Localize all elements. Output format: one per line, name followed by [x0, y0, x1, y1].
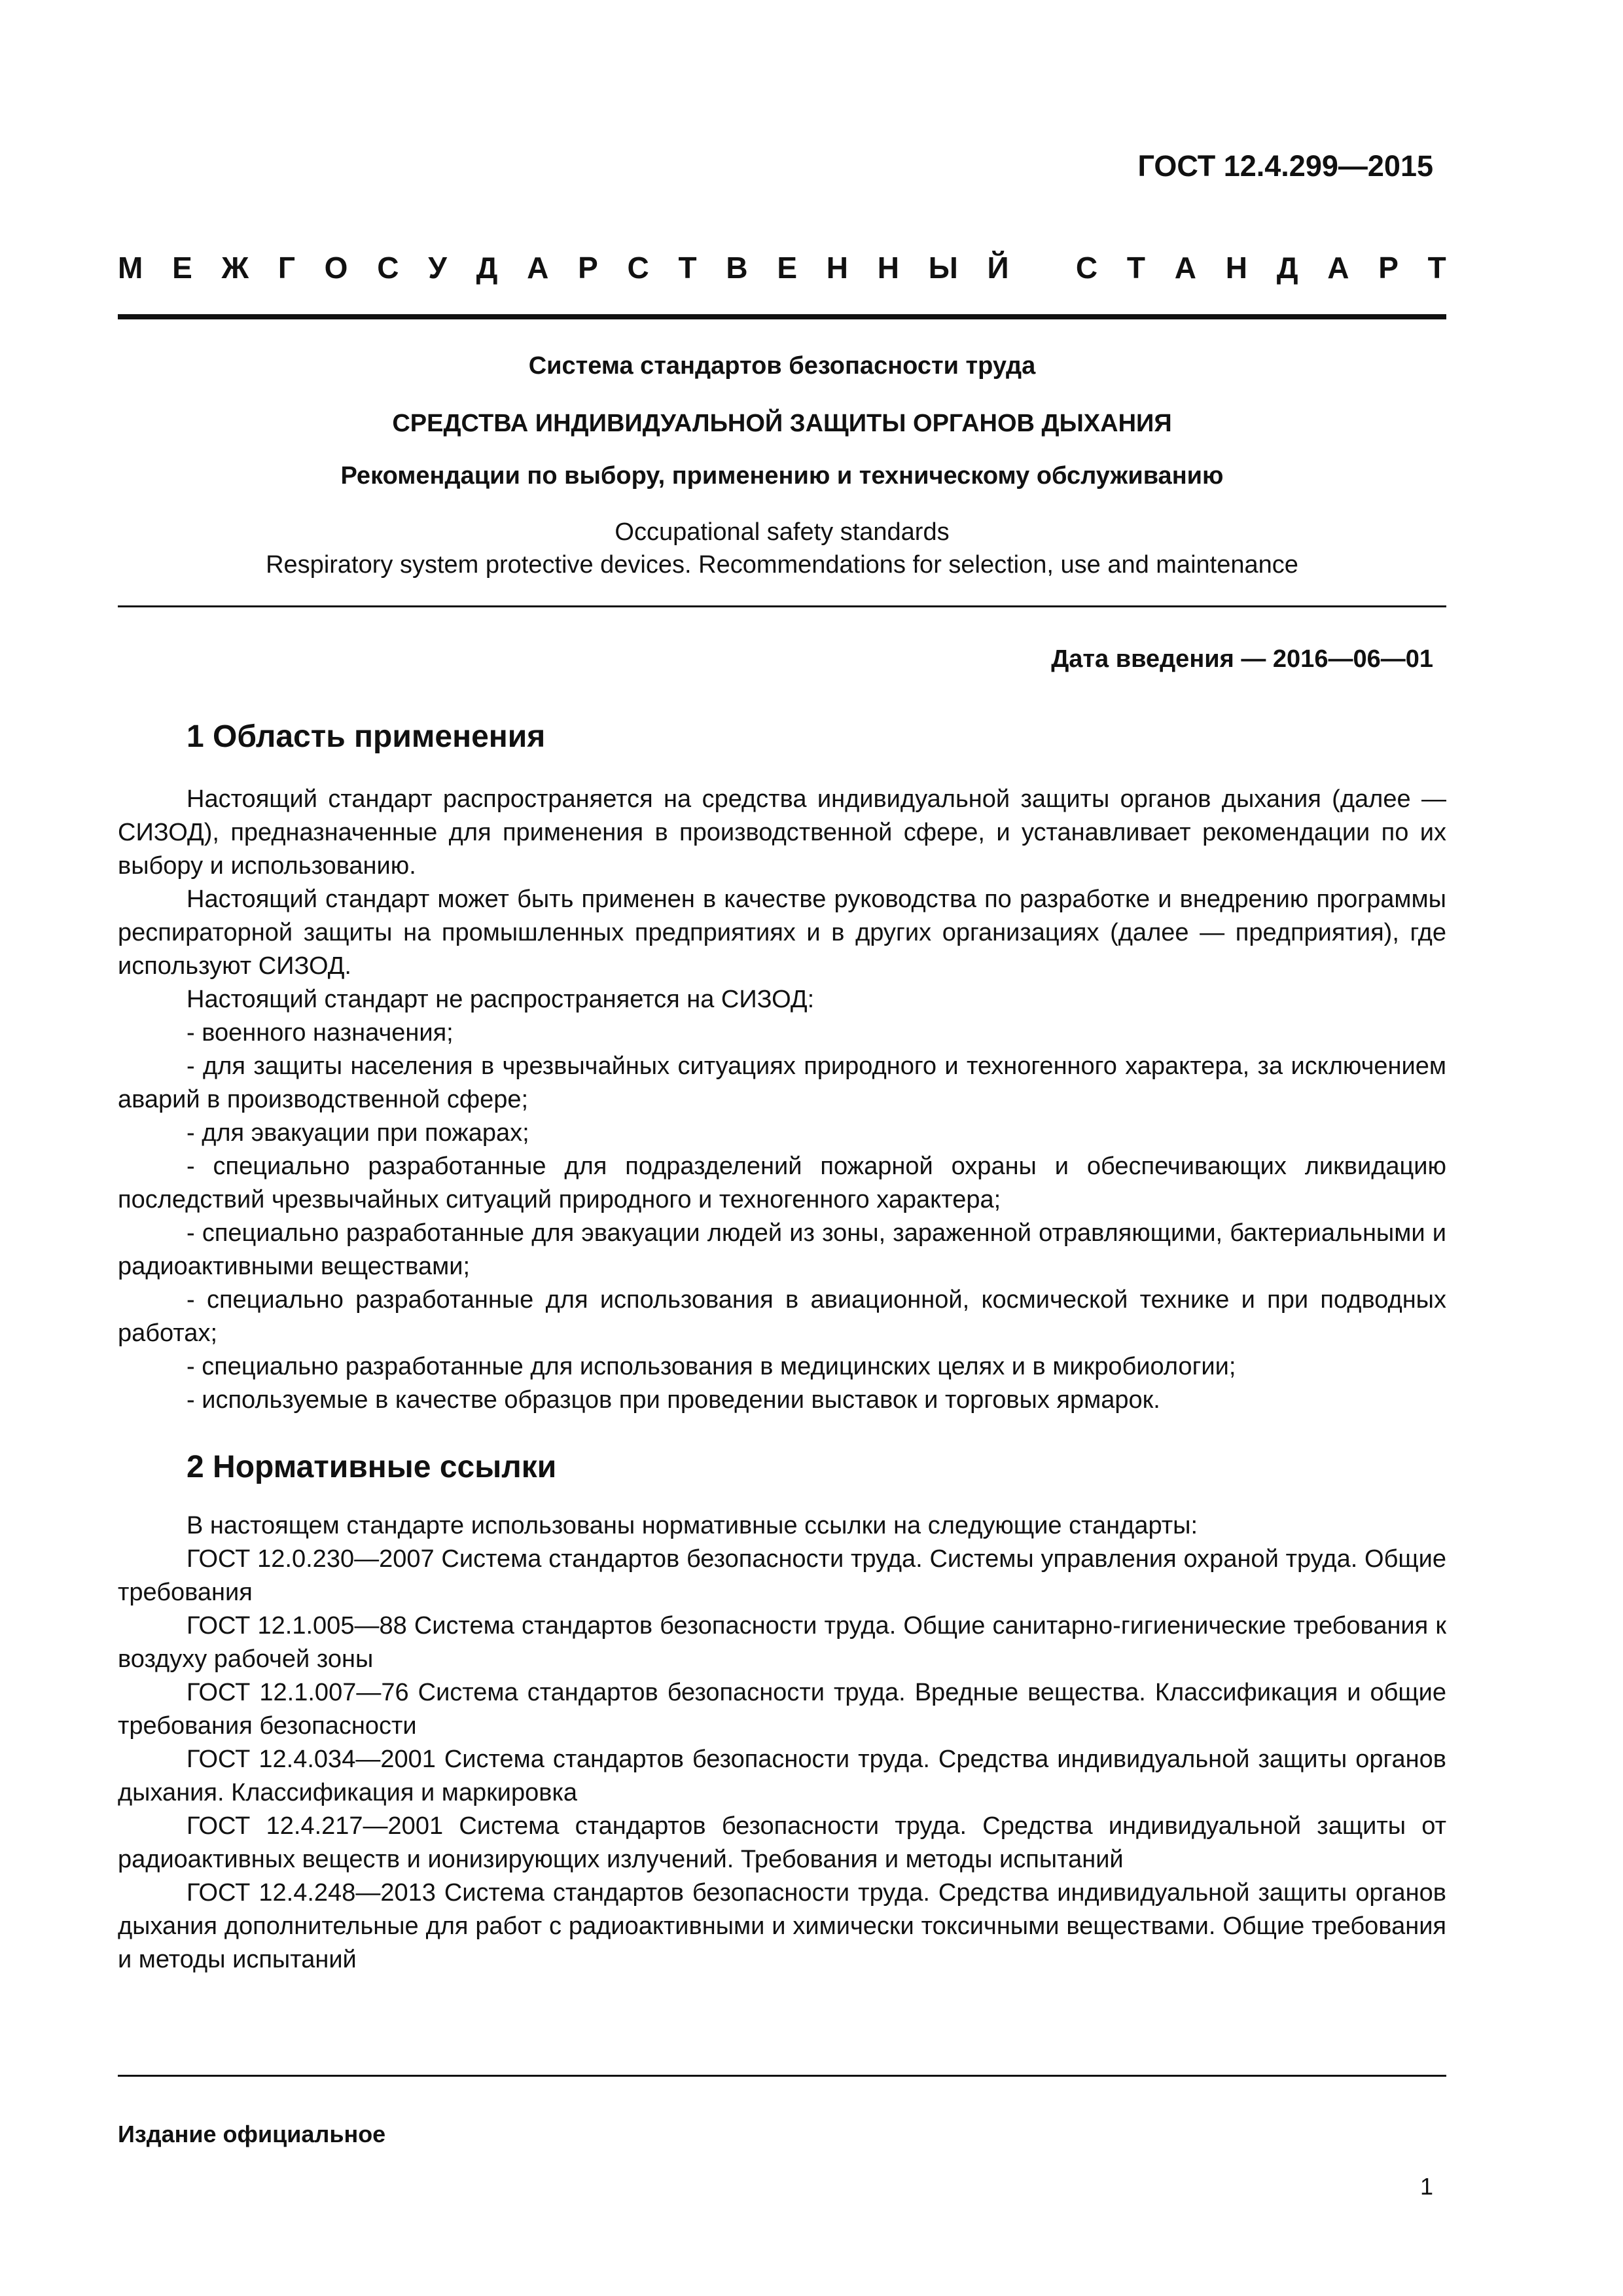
section-1-list-item: - специально разработанные для использования в авиационной, космической технике и при подводных работах; — [118, 1286, 1446, 1347]
english-title-line-2: Respiratory system protective devices. Recommendations for selection, use and maintenance — [266, 551, 1298, 579]
standard-kind-letter: Н — [877, 251, 899, 285]
section-1-list-item: - используемые в качестве образцов при проведении выставок и торговых ярмарок. — [187, 1386, 1160, 1414]
document-number: ГОСТ 12.4.299—2015 — [1137, 149, 1433, 183]
section-2-body — [118, 1509, 1446, 1977]
standard-kind-letter: Т — [1427, 251, 1446, 285]
normative-reference: ГОСТ 12.4.248—2013 Система стандартов безопасности труда. Средства индивидуальной защиты органов дыхания дополнительные для работ с радиоактивными и химически токсичными веществами. Общие требования и методы испытаний — [118, 1879, 1446, 1973]
edition-label: Издание официальное — [118, 2121, 386, 2147]
subtitle: Рекомендации по выбору, применению и техническому обслуживанию — [340, 462, 1224, 490]
section-1-paragraph: Настоящий стандарт не распространяется на СИЗОД: — [187, 986, 815, 1013]
section-2-heading: 2 Нормативные ссылки — [187, 1450, 557, 1484]
section-1-body — [118, 783, 1446, 1417]
standard-kind-letter: С — [377, 251, 399, 285]
standard-kind-letter: С — [1075, 251, 1098, 285]
footer-rule — [118, 2075, 1446, 2077]
standard-kind-letter: Р — [578, 251, 598, 285]
standard-kind-letter: М — [118, 251, 143, 285]
standard-kind-letter: Е — [172, 251, 192, 285]
section-1-list-item: - специально разработанные для использования в медицинских целях и в микробиологии; — [187, 1353, 1236, 1380]
section-1-list-item: - специально разработанные для эвакуации людей из зоны, зараженной отравляющими, бактериальными и радиоактивными веществами; — [118, 1219, 1446, 1280]
standard-kind-heading — [118, 250, 1446, 285]
standard-kind-letter: О — [324, 251, 348, 285]
normative-reference: ГОСТ 12.4.217—2001 Система стандартов безопасности труда. Средства индивидуальной защиты от радиоактивных веществ и ионизирующих излучений. Требования и методы испытаний — [118, 1812, 1446, 1873]
title-bottom-rule — [118, 605, 1446, 607]
standard-kind-letter: Г — [277, 251, 295, 285]
header-thick-rule — [118, 314, 1446, 319]
standard-kind-letter: Ы — [928, 251, 958, 285]
standard-kind-letter: Й — [987, 251, 1009, 285]
standard-kind-letter: У — [428, 251, 447, 285]
section-1-heading: 1 Область применения — [187, 719, 546, 754]
normative-reference: ГОСТ 12.1.005—88 Система стандартов безопасности труда. Общие санитарно-гигиенические требования к воздуху рабочей зоны — [118, 1612, 1446, 1673]
english-title-line-1: Occupational safety standards — [615, 518, 950, 546]
section-1-list-item: - для эвакуации при пожарах; — [187, 1119, 529, 1147]
normative-reference: ГОСТ 12.0.230—2007 Система стандартов безопасности труда. Системы управления охраной труда. Общие требования — [118, 1545, 1446, 1606]
section-2-lead: В настоящем стандарте использованы нормативные ссылки на следующие стандарты: — [187, 1512, 1198, 1539]
normative-reference: ГОСТ 12.1.007—76 Система стандартов безопасности труда. Вредные вещества. Классификация и общие требования безопасности — [118, 1679, 1446, 1740]
standard-kind-letter: А — [1174, 251, 1196, 285]
standard-kind-letter: Т — [1126, 251, 1145, 285]
main-title: СРЕДСТВА ИНДИВИДУАЛЬНОЙ ЗАЩИТЫ ОРГАНОВ ДЫХАНИЯ — [392, 410, 1172, 437]
standard-kind-letter: Н — [826, 251, 849, 285]
standard-kind-letter: Д — [476, 251, 498, 285]
page-number: 1 — [1419, 2173, 1433, 2200]
standard-kind-letter: Т — [678, 251, 697, 285]
standard-kind-letter: А — [1327, 251, 1349, 285]
section-1-list-item: - военного назначения; — [187, 1019, 454, 1047]
system-title: Система стандартов безопасности труда — [528, 352, 1036, 380]
standard-kind-letter — [1038, 250, 1046, 285]
standard-kind-letter: Ж — [221, 251, 249, 285]
section-1-list-item: - специально разработанные для подразделений пожарной охраны и обеспечивающих ликвидацию последствий чрезвычайных ситуаций природного и техногенного характера; — [118, 1153, 1446, 1213]
standard-kind-letter: Н — [1225, 251, 1247, 285]
standard-kind-letter: Е — [777, 251, 798, 285]
section-1-list-item: - для защиты населения в чрезвычайных ситуациях природного и техногенного характера, за исключением аварий в производственной сфере; — [118, 1052, 1446, 1113]
section-1-paragraph: Настоящий стандарт распространяется на средства индивидуальной защиты органов дыхания (далее — СИЗОД), предназначенные для применения в производственной сфере, и устанавливает рекомендации по их выбору и использованию. — [118, 785, 1446, 880]
section-1-paragraph: Настоящий стандарт может быть применен в качестве руководства по разработке и внедрению программы респираторной защиты на промышленных предприятиях и в других организациях (далее — предприятия), где используют СИЗОД. — [118, 886, 1446, 980]
standard-kind-letter: Д — [1276, 251, 1298, 285]
standard-kind-letter: В — [726, 251, 748, 285]
introduction-date: Дата введения — 2016—06—01 — [1051, 645, 1433, 673]
standard-kind-letter: Р — [1378, 251, 1399, 285]
standard-kind-letter: А — [527, 251, 549, 285]
normative-reference: ГОСТ 12.4.034—2001 Система стандартов безопасности труда. Средства индивидуальной защиты органов дыхания. Классификация и маркировка — [118, 1746, 1446, 1806]
standard-kind-letter: С — [627, 251, 649, 285]
